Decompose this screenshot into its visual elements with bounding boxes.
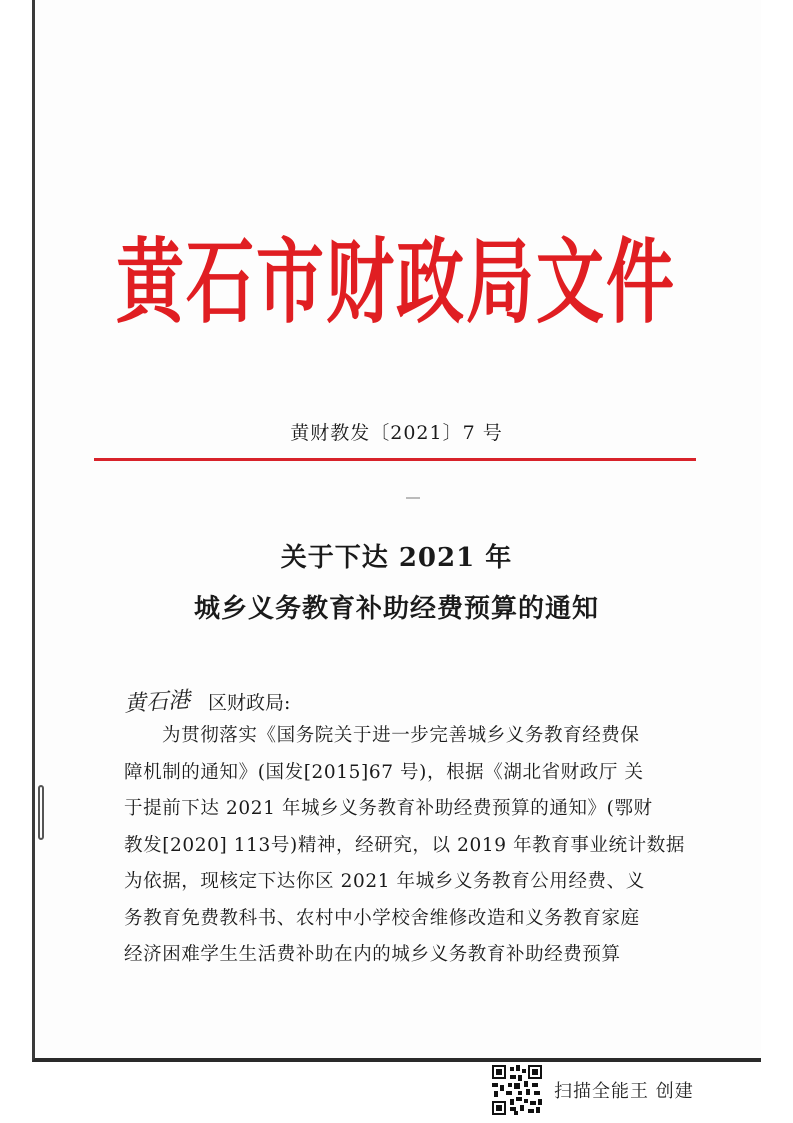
body-line: 为依据，现核定下达你区 2021 年城乡义务教育公用经费、义 (124, 871, 645, 892)
handwritten-annotation: 黄石港 (123, 687, 191, 718)
body-line: 于提前下达 2021 年城乡义务教育补助经费预算的通知》(鄂财 (124, 798, 653, 819)
body-line: 务教育免费教科书、农村中小学校舍维修改造和义务教育家庭 (124, 907, 640, 929)
notice-title-line-2: 城乡义务教育补助经费预算的通知 (193, 594, 599, 624)
scanner-watermark (492, 1066, 694, 1114)
scan-speck (406, 497, 420, 499)
body-line: 教发[2020] 113号)精神，经研究，以 2019 年教育事业统计数据 (124, 834, 685, 856)
addressee: 区财政局: (208, 692, 291, 714)
body-line: 经济困难学生生活费补助在内的城乡义务教育补助经费预算 (124, 944, 621, 965)
salutation (124, 685, 290, 716)
binding-clip-mark (38, 785, 44, 840)
qr-code-icon (492, 1065, 542, 1115)
body-line: 为贯彻落实《国务院关于进一步完善城乡义务教育经费保 (162, 725, 640, 746)
document-number: 黄财教发〔2021〕7 号 (290, 422, 503, 444)
issuer-title: 黄石市财政局文件 (115, 229, 676, 337)
scanner-brand-text: 扫描全能王 创建 (554, 1081, 694, 1102)
body-paragraph (124, 718, 684, 974)
red-divider-rule (94, 458, 696, 461)
body-line: 障机制的通知》(国发[2015]67 号)，根据《湖北省财政厅 关 (124, 761, 644, 783)
notice-title-line-1: 关于下达 2021 年 (280, 543, 513, 573)
